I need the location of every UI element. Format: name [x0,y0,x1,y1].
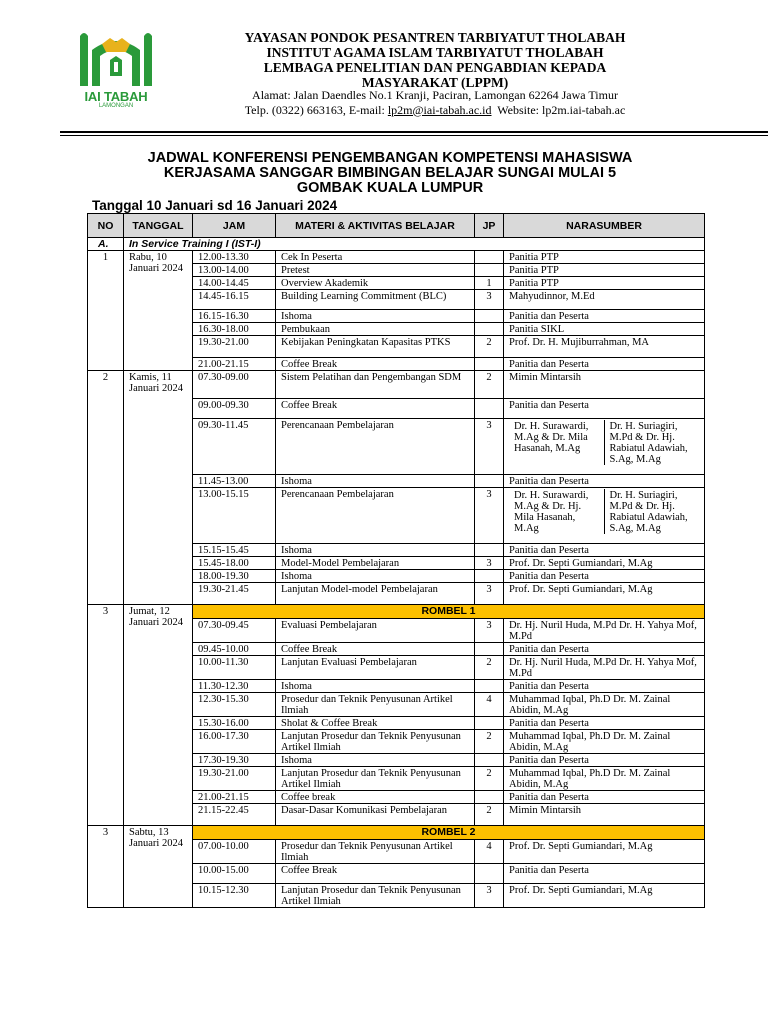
email-link[interactable]: lp2m@iai-tabah.ac.id [387,102,492,117]
cell-materi: Coffee Break [276,643,475,656]
cell-materi: Lanjutan Model-model Pembelajaran [276,583,475,605]
title-line-3: GOMBAK KUALA LUMPUR [296,180,484,196]
organization-name [205,30,665,90]
cell-materi: Perencanaan Pembelajaran [276,419,475,475]
logo-text: IAI TABAH [84,89,148,104]
cell-materi: Pretest [276,264,475,277]
cell-jp: 3 [475,419,504,475]
website-text: Website: lp2m.iai-tabah.ac [491,102,626,117]
org-line-1: YAYASAN PONDOK PESANTREN TARBIYATUT THOLABAH [244,30,626,45]
cell-jam: 19.30-21.00 [193,336,276,358]
cell-jam: 11.30-12.30 [193,680,276,693]
cell-jam: 21.00-21.15 [193,358,276,371]
cell-materi: Lanjutan Prosedur dan Teknik Penyusunan Artikel Ilmiah [276,767,475,791]
cell-jp: 3 [475,488,504,544]
cell-materi: Coffee Break [276,358,475,371]
cell-jp [475,570,504,583]
cell-narasumber: Prof. Dr. H. Mujiburrahman, MA [504,336,705,358]
cell-jp: 3 [475,583,504,605]
cell-jp: 3 [475,884,504,908]
cell-jam: 09.00-09.30 [193,399,276,419]
schedule-table [87,213,705,908]
cell-jp [475,643,504,656]
section-letter: A. [88,238,124,251]
day-date: Sabtu, 13 Januari 2024 [124,826,193,908]
day-date: Kamis, 11 Januari 2024 [124,371,193,605]
cell-materi: Overview Akademik [276,277,475,290]
title-line-1: JADWAL KONFERENSI PENGEMBANGAN KOMPETENSI MAHASISWA [147,150,633,166]
cell-materi: Ishoma [276,310,475,323]
cell-materi: Cek In Peserta [276,251,475,264]
cell-narasumber [504,419,705,475]
cell-materi: Building Learning Commitment (BLC) [276,290,475,310]
cell-narasumber: Panitia dan Peserta [504,475,705,488]
cell-jam: 17.30-19.30 [193,754,276,767]
cell-jam: 09.45-10.00 [193,643,276,656]
cell-jp: 3 [475,557,504,570]
cell-jam: 07.30-09.00 [193,371,276,399]
cell-materi: Coffee Break [276,399,475,419]
cell-jp: 2 [475,656,504,680]
cell-materi: Ishoma [276,570,475,583]
cell-jam: 19.30-21.00 [193,767,276,791]
logo-subtext: LAMONGAN [98,103,134,109]
cell-jp: 4 [475,840,504,864]
day-number: 2 [88,371,124,605]
cell-narasumber: Panitia dan Peserta [504,864,705,884]
address-block [205,88,665,117]
cell-narasumber: Panitia dan Peserta [504,570,705,583]
cell-jam: 15.45-18.00 [193,557,276,570]
cell-materi: Lanjutan Prosedur dan Teknik Penyusunan Artikel Ilmiah [276,884,475,908]
cell-jp [475,399,504,419]
cell-jam: 11.45-13.00 [193,475,276,488]
cell-materi: Dasar-Dasar Komunikasi Pembelajaran [276,804,475,826]
rombel-label: ROMBEL 2 [193,826,705,840]
cell-materi: Coffee break [276,791,475,804]
cell-narasumber: Prof. Dr. Septi Gumiandari, M.Ag [504,884,705,908]
cell-jam: 18.00-19.30 [193,570,276,583]
cell-narasumber: Dr. Hj. Nuril Huda, M.Pd Dr. H. Yahya Mof, M.Pd [504,619,705,643]
cell-jp [475,358,504,371]
org-line-4: MASYARAKAT (LPPM) [361,75,509,90]
cell-jp [475,717,504,730]
cell-jam: 14.00-14.45 [193,277,276,290]
cell-materi: Sistem Pelatihan dan Pengembangan SDM [276,371,475,399]
col-jp: JP [475,214,504,238]
cell-narasumber: Mimin Mintarsih [504,371,705,399]
phone-text: Telp. (0322) 663163, E-mail: [244,102,388,117]
day-number: 3 [88,605,124,826]
cell-jam: 16.00-17.30 [193,730,276,754]
cell-jam: 10.00-11.30 [193,656,276,680]
col-materi: MATERI & AKTIVITAS BELAJAR [276,214,475,238]
cell-jam: 07.30-09.45 [193,619,276,643]
cell-narasumber: Dr. Hj. Nuril Huda, M.Pd Dr. H. Yahya Mof, M.Pd [504,656,705,680]
cell-jam: 15.15-15.45 [193,544,276,557]
cell-materi: Pembukaan [276,323,475,336]
day-number: 3 [88,826,124,908]
day-date: Rabu, 10 Januari 2024 [124,251,193,371]
cell-narasumber: Panitia PTP [504,264,705,277]
cell-materi: Lanjutan Evaluasi Pembelajaran [276,656,475,680]
cell-narasumber: Panitia dan Peserta [504,754,705,767]
date-range: Tanggal 10 Januari sd 16 Januari 2024 [92,198,338,213]
narasumber-split [509,489,699,534]
header-rule-thick [60,131,768,133]
cell-jp: 2 [475,336,504,358]
org-line-2: INSTITUT AGAMA ISLAM TARBIYATUT THOLABAH [266,45,604,60]
cell-jam: 10.00-15.00 [193,864,276,884]
cell-materi: Coffee Break [276,864,475,884]
cell-materi: Sholat & Coffee Break [276,717,475,730]
cell-jam: 10.15-12.30 [193,884,276,908]
cell-narasumber: Panitia dan Peserta [504,544,705,557]
col-jam: JAM [193,214,276,238]
cell-jp: 1 [475,277,504,290]
cell-narasumber: Muhammad Iqbal, Ph.D Dr. M. Zainal Abidin, M.Ag [504,767,705,791]
cell-jp [475,791,504,804]
cell-narasumber: Mimin Mintarsih [504,804,705,826]
cell-narasumber: Muhammad Iqbal, Ph.D Dr. M. Zainal Abidin, M.Ag [504,693,705,717]
cell-jp [475,680,504,693]
cell-materi: Ishoma [276,754,475,767]
day-date: Jumat, 12 Januari 2024 [124,605,193,826]
cell-materi: Ishoma [276,680,475,693]
title-line-2: KERJASAMA SANGGAR BIMBINGAN BELAJAR SUNGAI MULAI 5 [163,165,617,181]
cell-jp [475,310,504,323]
narasumber-b: Dr. H. Suriagiri, M.Pd & Dr. Hj. Rabiatul Adawiah, S.Ag, M.Ag [604,420,700,465]
narasumber-b: Dr. H. Suriagiri, M.Pd & Dr. Hj. Rabiatul Adawiah, S.Ag, M.Ag [604,489,700,534]
narasumber-split [509,420,699,465]
cell-narasumber: Panitia dan Peserta [504,680,705,693]
cell-materi: Prosedur dan Teknik Penyusunan Artikel Ilmiah [276,693,475,717]
cell-jam: 09.30-11.45 [193,419,276,475]
letterhead [0,0,768,140]
cell-narasumber: Prof. Dr. Septi Gumiandari, M.Ag [504,840,705,864]
document-title [90,151,690,196]
cell-narasumber: Prof. Dr. Septi Gumiandari, M.Ag [504,583,705,605]
cell-narasumber: Panitia PTP [504,277,705,290]
cell-jp: 2 [475,371,504,399]
narasumber-a: Dr. H. Surawardi, M.Ag & Dr. Mila Hasanah, M.Ag [514,421,589,454]
col-no: NO [88,214,124,238]
cell-jam: 13.00-15.15 [193,488,276,544]
table-header-row [88,214,705,238]
cell-jam: 16.30-18.00 [193,323,276,336]
cell-materi: Ishoma [276,475,475,488]
cell-narasumber: Panitia dan Peserta [504,358,705,371]
cell-narasumber: Panitia dan Peserta [504,717,705,730]
cell-jam: 07.00-10.00 [193,840,276,864]
cell-jam: 12.30-15.30 [193,693,276,717]
cell-jp [475,475,504,488]
cell-materi: Evaluasi Pembelajaran [276,619,475,643]
cell-jam: 21.00-21.15 [193,791,276,804]
col-narasumber: NARASUMBER [504,214,705,238]
cell-narasumber: Panitia dan Peserta [504,791,705,804]
cell-jp [475,864,504,884]
table-row [88,371,705,399]
cell-jp [475,323,504,336]
cell-jam: 13.00-14.00 [193,264,276,277]
cell-jp [475,251,504,264]
cell-materi: Ishoma [276,544,475,557]
cell-jam: 14.45-16.15 [193,290,276,310]
rombel-label: ROMBEL 1 [193,605,705,619]
cell-jam: 15.30-16.00 [193,717,276,730]
cell-narasumber: Panitia dan Peserta [504,643,705,656]
cell-narasumber: Panitia dan Peserta [504,310,705,323]
cell-jp: 4 [475,693,504,717]
table-row [88,251,705,264]
day-number: 1 [88,251,124,371]
cell-materi: Model-Model Pembelajaran [276,557,475,570]
cell-narasumber: Panitia PTP [504,251,705,264]
col-tanggal: TANGGAL [124,214,193,238]
cell-jp [475,544,504,557]
cell-narasumber: Mahyudinnor, M.Ed [504,290,705,310]
narasumber-a: Dr. H. Surawardi, M.Ag & Dr. Hj. Mila Hasanah, M.Ag [514,490,589,534]
cell-narasumber: Panitia SIKL [504,323,705,336]
cell-narasumber [504,488,705,544]
cell-materi: Perencanaan Pembelajaran [276,488,475,544]
cell-jp: 2 [475,804,504,826]
contact-line [205,103,665,118]
address-line: Alamat: Jalan Daendles No.1 Kranji, Paciran, Lamongan 62264 Jawa Timur [252,88,618,102]
section-row [88,238,705,251]
cell-jam: 19.30-21.45 [193,583,276,605]
cell-narasumber: Panitia dan Peserta [504,399,705,419]
cell-materi: Prosedur dan Teknik Penyusunan Artikel Ilmiah [276,840,475,864]
org-line-3: LEMBAGA PENELITIAN DAN PENGABDIAN KEPADA [263,60,607,75]
cell-jp: 3 [475,290,504,310]
header-rule-thin [60,135,768,136]
cell-jp [475,754,504,767]
cell-narasumber: Prof. Dr. Septi Gumiandari, M.Ag [504,557,705,570]
cell-jam: 21.15-22.45 [193,804,276,826]
section-name: In Service Training I (IST-I) [124,238,705,251]
cell-jp: 3 [475,619,504,643]
cell-jp: 2 [475,730,504,754]
cell-jam: 12.00-13.30 [193,251,276,264]
cell-jp: 2 [475,767,504,791]
rombel-row [88,826,705,840]
rombel-row [88,605,705,619]
cell-jp [475,264,504,277]
cell-materi: Lanjutan Prosedur dan Teknik Penyusunan Artikel Ilmiah [276,730,475,754]
cell-jam: 16.15-16.30 [193,310,276,323]
cell-narasumber: Muhammad Iqbal, Ph.D Dr. M. Zainal Abidin, M.Ag [504,730,705,754]
cell-materi: Kebijakan Peningkatan Kapasitas PTKS [276,336,475,358]
